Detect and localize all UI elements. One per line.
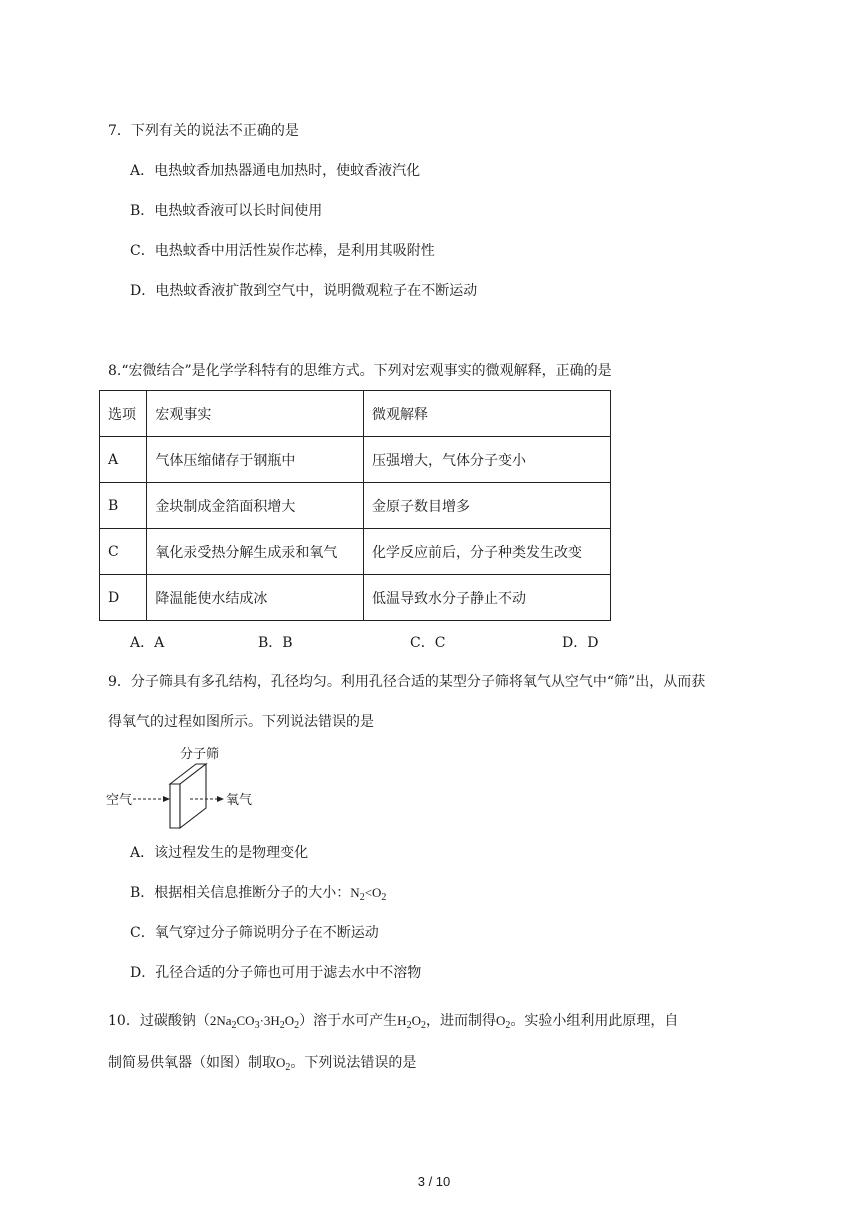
n2-formula: $N_2<O_2$	[350, 885, 387, 903]
q7-option-c: C．电热蚊香中用活性炭作芯棒，是利用其吸附性	[130, 243, 435, 259]
table-row	[100, 437, 611, 483]
table-header-cell: 微观解释	[364, 391, 611, 437]
table-cell: B	[100, 483, 147, 529]
table-row	[100, 575, 611, 621]
table-cell: D	[100, 575, 147, 621]
sieve-front-face	[170, 784, 180, 828]
q8-answer-b: B．B	[258, 635, 293, 651]
q8-table	[99, 390, 611, 621]
table-cell: 金块制成金箔面积增大	[147, 483, 364, 529]
h2o2-formula: $H_2O_2$	[397, 1013, 426, 1031]
q7-option-a: A．电热蚊香加热器通电加热时，使蚊香液汽化	[130, 163, 421, 179]
table-cell: A	[100, 437, 147, 483]
q8-stem: 8.“宏微结合”是化学学科特有的思维方式。下列对宏观事实的微观解释，正确的是	[108, 363, 612, 379]
table-row	[100, 483, 611, 529]
molecular-sieve-diagram	[106, 744, 266, 830]
q9-option-b	[130, 883, 386, 903]
q7-stem: 7．下列有关的说法不正确的是	[108, 123, 299, 139]
q10-stem-line2: 制简易供氧器（如图）制取$O_2$。下列说法错误的是	[108, 1055, 417, 1073]
oxygen-label: 氧气	[226, 793, 253, 808]
sodium-percarbonate-formula: $2Na_2CO_3\cdot 3H_2O_2$	[209, 1013, 300, 1031]
q9-option-c: C．氧气穿过分子筛说明分子在不断运动	[130, 925, 379, 941]
table-cell: 压强增大，气体分子变小	[364, 437, 611, 483]
table-cell: 化学反应前后，分子种类发生改变	[364, 529, 611, 575]
page-number: 3 / 10	[417, 1174, 451, 1189]
air-label: 空气	[106, 793, 133, 808]
table-header-cell: 宏观事实	[147, 391, 364, 437]
table-cell: 降温能使水结成冰	[147, 575, 364, 621]
table-cell: 低温导致水分子静止不动	[364, 575, 611, 621]
q8-answer-c: C．C	[410, 635, 446, 651]
q8-answer-a: A．A	[130, 635, 165, 651]
q9-option-a: A．该过程发生的是物理变化	[130, 845, 309, 861]
table-cell: 气体压缩储存于钢瓶中	[147, 437, 364, 483]
q8-answer-d: D．D	[562, 635, 599, 651]
table-cell: 氧化汞受热分解生成汞和氧气	[147, 529, 364, 575]
q7-option-d: D．电热蚊香液扩散到空气中，说明微观粒子在不断运动	[130, 283, 478, 299]
o2-formula: $O_2$	[276, 1055, 291, 1073]
q10-stem-line1: 10．过碳酸钠$(2Na_2CO_3\cdot 3H_2O_2)$溶于水可产生$H_2O_2$，进而制得$O_2$。实验小组利用此原理，自	[108, 1013, 679, 1031]
q9-stem-line1: 9．分子筛具有多孔结构，孔径均匀。利用孔径合适的某型分子筛将氧气从空气中“筛”出，从而获	[108, 674, 706, 690]
table-cell: 金原子数目增多	[364, 483, 611, 529]
o2-formula: $O_2$	[495, 1013, 511, 1031]
q9-option-b-text: B．根据相关信息推断分子的大小：	[130, 885, 351, 901]
q7-option-b: B．电热蚊香液可以长时间使用	[130, 203, 323, 219]
table-header-row	[100, 391, 611, 437]
oxygen-arrow-head-icon	[217, 796, 224, 802]
sieve-label: 分子筛	[180, 747, 220, 762]
table-header-cell: 选项	[100, 391, 147, 437]
table-row	[100, 529, 611, 575]
q9-stem-line2: 得氧气的过程如图所示。下列说法错误的是	[108, 714, 374, 730]
q9-option-d: D．孔径合适的分子筛也可用于滤去水中不溶物	[130, 965, 422, 981]
air-arrow-head-icon	[163, 796, 170, 802]
table-cell: C	[100, 529, 147, 575]
